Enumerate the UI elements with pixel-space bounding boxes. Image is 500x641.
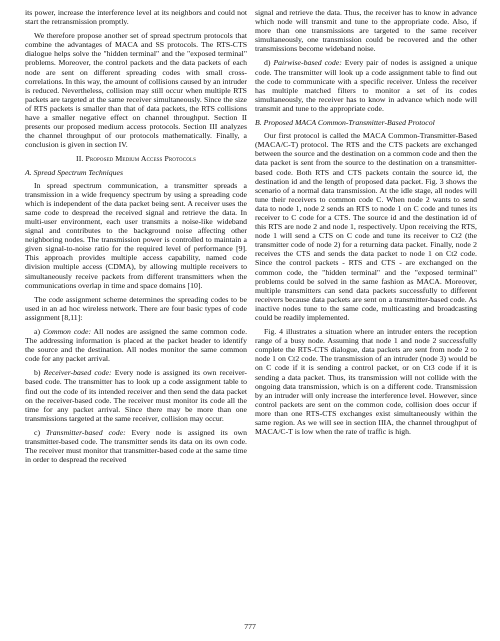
subsection-label: B. <box>255 118 262 128</box>
right-column <box>255 8 477 441</box>
item-term: Pairwise-based code: <box>273 58 342 68</box>
paragraph: Our first protocol is called the MACA Common-Transmitter-Based (MACA/C-T) protocol. The RTS and the CTS packets are exchanged between the source and the destination on a common code and then the data packet is sent from the source to the destination on a transmitter-based code. Both RTS and CTS packets contain the source id, the destination id and the length of proposed data packet. Fig. 3 shows the scenario of a normal data transmission. At the idle stage, all nodes will tune their receivers to common code C. When node 2 wants to send data to node 1, node 2 sends an RTS to node 1 on C code and tunes its receiver to C code for a CTS. The source id and the destination id of this RTS are node 2 and node 1, respectively. Upon receiving the RTS, node 1 will send a CTS on C code and tune its receiver to Ct2 (the transmitter code of node 2) for a returning data packet. Finally, node 2 receives the CTS and sends the data packet to node 1 on Ct2 code. Since the control packets - RTS and CTS - are exchanged on the common code, the "hidden terminal" and the "exposed terminal" problems could be solved in the same fashion as MACA. Moreover, multiple transmitters can send data packets successfully to different receivers because data packets are sent on a transmitter-based code. As inactive nodes tune to the same code, multicasting and broadcasting could be readily implemented. <box>255 131 477 322</box>
section-number: II. <box>76 154 84 164</box>
paragraph: The code assignment scheme determines the spreading codes to be used in an ad hoc wireless network. There are four basic types of code assignment [8,11]: <box>25 294 247 322</box>
item-term: Common code: <box>42 327 92 336</box>
paragraph: its power, increase the interference level at its neighbors and could not start the retransmission promptly. <box>25 8 247 27</box>
item-label: d) <box>264 58 271 68</box>
item-label: b) <box>34 368 41 378</box>
item-text: Every node is assigned its own receiver-based code. The transmitter has to look up a code assignment table to find out the code of its intended receiver and then send the data packet on the receiver-based code. The receiver must monitor its code all the time for any packet arrival. Since there may be more than one transmissions targeted at the same receiver, collision may occur. <box>25 368 248 423</box>
item-term: Receiver-based code: <box>43 368 112 378</box>
subsection-label: A. <box>25 167 32 177</box>
list-item <box>25 327 247 363</box>
list-item <box>25 428 247 464</box>
item-text: Every pair of nodes is assigned a unique code. The transmitter will look up a code assignment table to find out the code to communicate with a specific receiver. Unless the receiver has multiple matched filters to monitor a set of its codes simultaneously, the receiver has to know in advance which node will transmit and tune to the appropriate code. <box>255 58 478 113</box>
subsection-title: Spread Spectrum Techniques <box>33 167 124 177</box>
paragraph: Fig. 4 illustrates a situation where an intruder enters the reception range of a busy node. Assuming that node 1 and node 2 successfully complete the RTS-CTS dialogue, data packets are sent from node 2 to node 1 on Ct2 code. The transmission of an intruder (node 3) would be on C code if it is sending a control packet, or on Ct3 code if it is sending a data packet. Thus, its transmission will not collide with the ongoing data transmission, which is on a different code. Transmission by an intruder will only increase the interference level. However, since control packets are sent on the common code, collision does occur if more than one RTS-CTS exchanges exist simultaneously within the same region. As we will see in section IIIA, the channel throughput of MACA/C-T is low when the rate of traffic is high. <box>255 327 477 437</box>
item-text: Every node is assigned its own transmitter-based code. The transmitter sends its data on its own code. The receiver must monitor that transmitter-based code at the same time in order to despread the received <box>25 427 247 465</box>
list-item <box>25 368 247 423</box>
subsection-title: Proposed MACA Common-Transmitter-Based Protocol <box>263 118 435 128</box>
item-term: Transmitter-based code: <box>45 427 126 437</box>
paragraph: In spread spectrum communication, a transmitter spreads a transmission in a wide frequency spectrum by using a spreading code which is independent of the data packet being sent. A receiver uses the same code to despread the received signal and retrieve the data. In multi-user environment, each user transmits a noise-like wideband signal and contributes to the background noise affecting other neighboring nodes. The transmission power is controlled to maintain a given signal-to-noise ratio for the required level of performance [9]. This approach provides multiple access capability, named code division multiple access (CDMA), by allowing multiple receivers to simultaneously receive packets from different transmitters when the communications overlap in time and space domains [10]. <box>25 180 247 290</box>
item-label: a) <box>34 327 41 336</box>
paragraph: signal and retrieve the data. Thus, the receiver has to know in advance which node will transmit and tune to the appropriate code. Also, if more than one transmissions are targeted to the same receiver simultaneously, one transmission could be recovered and the other transmissions become wideband noise. <box>255 8 477 54</box>
page-number: 777 <box>244 622 256 631</box>
section-title: Proposed Medium Access Protocols <box>85 154 196 164</box>
paragraph: We therefore propose another set of spread spectrum protocols that combine the advantages of MACA and SS protocols. The RTS-CTS dialogue helps solve the "hidden terminal" and the "exposed terminal" problems. Moreover, the control packets and the data packets of each node are sent on different spreading codes with small cross-correlations. In this way, the amount of collisions caused by an intruder is reduced. Nevertheless, collision may still occur when multiple RTS packets are targeted at the same receiver simultaneously. Since the size of RTS packets is smaller than that of data packets, the RTS collisions have a smaller negative effect on channel throughput. Section II presents our proposed medium access protocols. Section III analyzes the channel throughput of our protocols mathematically. Finally, a conclusion is given in section IV. <box>25 31 247 150</box>
item-text: All nodes are assigned the same common code. The addressing information is placed at the packet header to identify the source and the destination. All nodes monitor the same common code for any packet arrival. <box>25 327 248 364</box>
item-label: c) <box>34 427 41 437</box>
section-heading <box>25 154 247 163</box>
subsection-heading <box>25 168 247 177</box>
left-column <box>25 8 247 469</box>
list-item <box>255 58 477 113</box>
subsection-heading <box>255 118 477 127</box>
